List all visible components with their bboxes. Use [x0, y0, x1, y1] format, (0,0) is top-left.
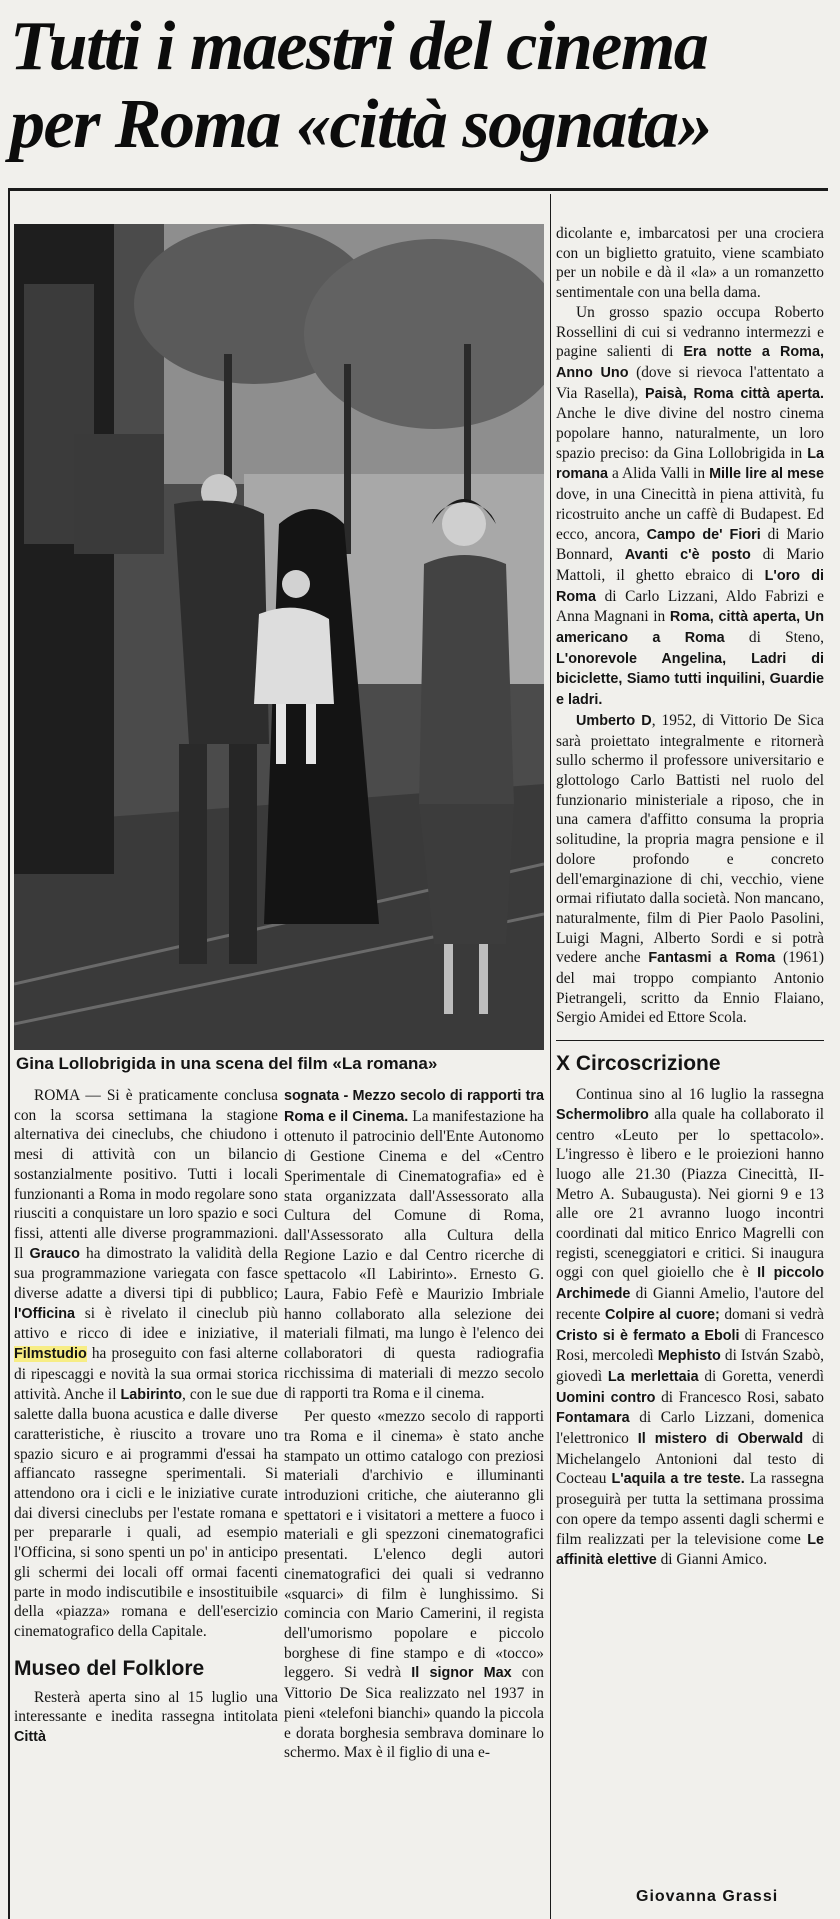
- headline: [10, 8, 825, 164]
- middle-paragraph-1: sognata - Mezzo secolo di rapporti tra Roma e il Cinema. La manifestazione ha ottenuto il patrocinio dell'Ente Autonomo di Gestione Cinema e del «Centro Sperimentale di Cinematografia» ed è stata organizzata dall'Assessorato alla Cultura del Comune di Roma, dall'Assessorato alla Cultura della Regione Lazio e dal Centro ricerche di spettacolo «Il Labirinto». Ernesto G. Laura, Fabio Fefè e Maurizio Imbriale hanno collaborato alla selezione dei materiali filmati, ma lungo è l'elenco dei collaboratori di questa radiografia ricchissima di materiali di mezzo secolo di rapporti tra Roma e il cinema.: [284, 1088, 544, 1402]
- column-divider-right: [550, 194, 551, 1919]
- headline-line-2: per Roma «città sognata»: [10, 86, 711, 163]
- right-paragraph-3: Umberto D, 1952, di Vittorio De Sica sarà proiettato integralmente e ritornerà sullo schermo il professore universitario e glottologo Carlo Battisti nel ruolo del funzionario ministeriale a riposo, che in una camera d'affitto consuma la propria solitudine, la propria magra pensione e il dolore profondo e concreto dell'emarginazione di chi, vecchio, viene ormai rifiutato dalla società. Non mancano, naturalmente, film di Pier Paolo Pasolini, Luigi Magni, Alberto Sordi e si potrà vedere anche Fantasmi a Roma (1961) del mai troppo compianto Antonio Pietrangeli, scritto da Ennio Flaiano, Sergio Amidei ed Ettore Scola.: [556, 711, 824, 1027]
- photo-caption: Gina Lollobrigida in una scena del film «La romana»: [16, 1054, 438, 1073]
- right-paragraph-2: Un grosso spazio occupa Roberto Rossellini di cui si vedranno intermezzi e pagine salienti di Era notte a Roma, Anno Uno (dove si rievoca l'attentato a Via Rasella), Paisà, Roma città aperta. Anche le dive divine del nostro cinema popolare hanno, naturalmente, un loro spazio preciso: da Gina Lollobrigida in La romana a Alida Valli in Mille lire al mese dove, in una Cinecittà in piena attività, fu ricostruito anche un caffè di Budapest. Ed ecco, ancora, Campo de' Fiori di Mario Bonnard, Avanti c'è posto di Mario Mattoli, il ghetto ebraico di L'oro di Roma di Carlo Lizzani, Aldo Fabrizi e Anna Magnani in Roma, città aperta, Un americano a Roma di Steno, L'onorevole Angelina, Ladri di biciclette, Siamo tutti inquilini, Guardie e ladri.: [556, 303, 825, 709]
- right-paragraph-4: Continua sino al 16 luglio la rassegna Schermolibro alla quale ha collaborato il centro «Leuto per lo spettacolo». L'ingresso è libero e le proiezioni hanno luogo alle 21.30 (Piazza Cinecittà, II-Metro A. Subaugusta). Nei giorni 9 e 13 alle ore 21 avranno luogo incontri coordinati dal mitico Enrico Magrelli con registi, sceneggiatori e critici. Si inaugura oggi con quel gioiello che è Il piccolo Archimede di Gianni Amelio, l'autore del recente Colpire al cuore; domani si vedrà Cristo si è fermato a Eboli di Francesco Rosi, mercoledì Mephisto di István Szabò, giovedì La merlettaia di Goretta, venerdì Uomini contro di Francesco Rosi, sabato Fontamara di Carlo Lizzani, domenica l'elettronico Il mistero di Oberwald di Michelangelo Antonioni dal testo di Cocteau L'aquila a tre teste. La rassegna proseguirà per tutta la settimana prossima con opere da tempo assenti dagli schermi e film realizzati per la televisione come Le affinità elettive di Gianni Amico.: [556, 1086, 825, 1569]
- highlighted-filmstudio: Filmstudio: [14, 1346, 87, 1363]
- left-paragraph-1: ROMA — Si è praticamente conclusa con la scorsa settimana la stagione alternativa dei cineclubs, che chiudono i mesi di attività con un bilancio sostanzialmente positivo. Tutti i locali funzionanti a Roma in modo regolare sono riusciti a conquistare un loro spazio e soci fissi, attenti alle diverse programmazioni. Il Grauco ha dimostrato la validità della sua programmazione variegata con fasce diverse adatte a diversi tipi di pubblico; l'Officina si è rivelato il cineclub più attivo e ricco di idee e iniziative, il Filmstudio ha proseguito con fasi alterne di ripescaggi e novità la sua ormai storica attività. Anche il Labirinto, con le sue due salette dalla buona acustica e dalle diverse caratteristiche, è riuscito a trovare uno spazio sicuro e ai programmi d'essai ha affiancato rassegne sperimentali. Si attendono ora i cicli e le iniziative curate dai diversi cineclubs per l'estate romana e per prepararle i quali, ad esempio l'Officina, si sono spenti un po' in anticipo gli schermi dei locali off ormai facenti parte in modo indiscutibile e insostituibile della «piazza» romana e dell'esercizio cinematografico della Capitale.: [14, 1087, 278, 1640]
- right-paragraph-1: dicolante e, imbarcatosi per una crociera con un biglietto gratuito, viene scambiato per un nobile e dà il «la» a un romanzetto sentimentale con una bella dama.: [556, 225, 824, 302]
- subhead-rule: [556, 1040, 824, 1041]
- left-column: [14, 1086, 278, 1748]
- subhead-museo: Museo del Folklore: [14, 1656, 205, 1680]
- middle-paragraph-2: Per questo «mezzo secolo di rapporti tra Roma e il cinema» è stato anche stampato un ottimo catalogo con preziosi materiali d'archivio e illuminanti introduzioni critiche, che aiuteranno gli spettatori e i visitatori a mettere a fuoco i materiali e gli spezzoni cinematografici presentati. L'elenco degli autori cinematografici dei quali si vedranno «squarci» di film è lunghissimo. Si comincia con Mario Camerini, il regista dell'umorismo popolare e piccolo borghese di fine stampo e di «tocco» leggero. Si vedrà Il signor Max con Vittorio De Sica realizzato nel 1937 in pieni «telefoni bianchi» quando la piccola e dorata borghesia sembrava dominare lo schermo. Max è il figlio di una e-: [284, 1408, 544, 1762]
- article-photo: [14, 224, 544, 1050]
- photo-scene: [14, 224, 544, 1050]
- subhead-circoscrizione: X Circoscrizione: [556, 1052, 721, 1076]
- right-column: [556, 224, 824, 1571]
- left-paragraph-2: Resterà aperta sino al 15 luglio una interessante e inedita rassegna intitolata Città: [14, 1688, 278, 1746]
- middle-column: [284, 1086, 544, 1763]
- headline-rule: [10, 188, 828, 191]
- left-border-rule: [8, 188, 10, 1919]
- author-signature: Giovanna Grassi: [636, 1888, 779, 1905]
- headline-line-1: Tutti i maestri del cinema: [10, 8, 708, 85]
